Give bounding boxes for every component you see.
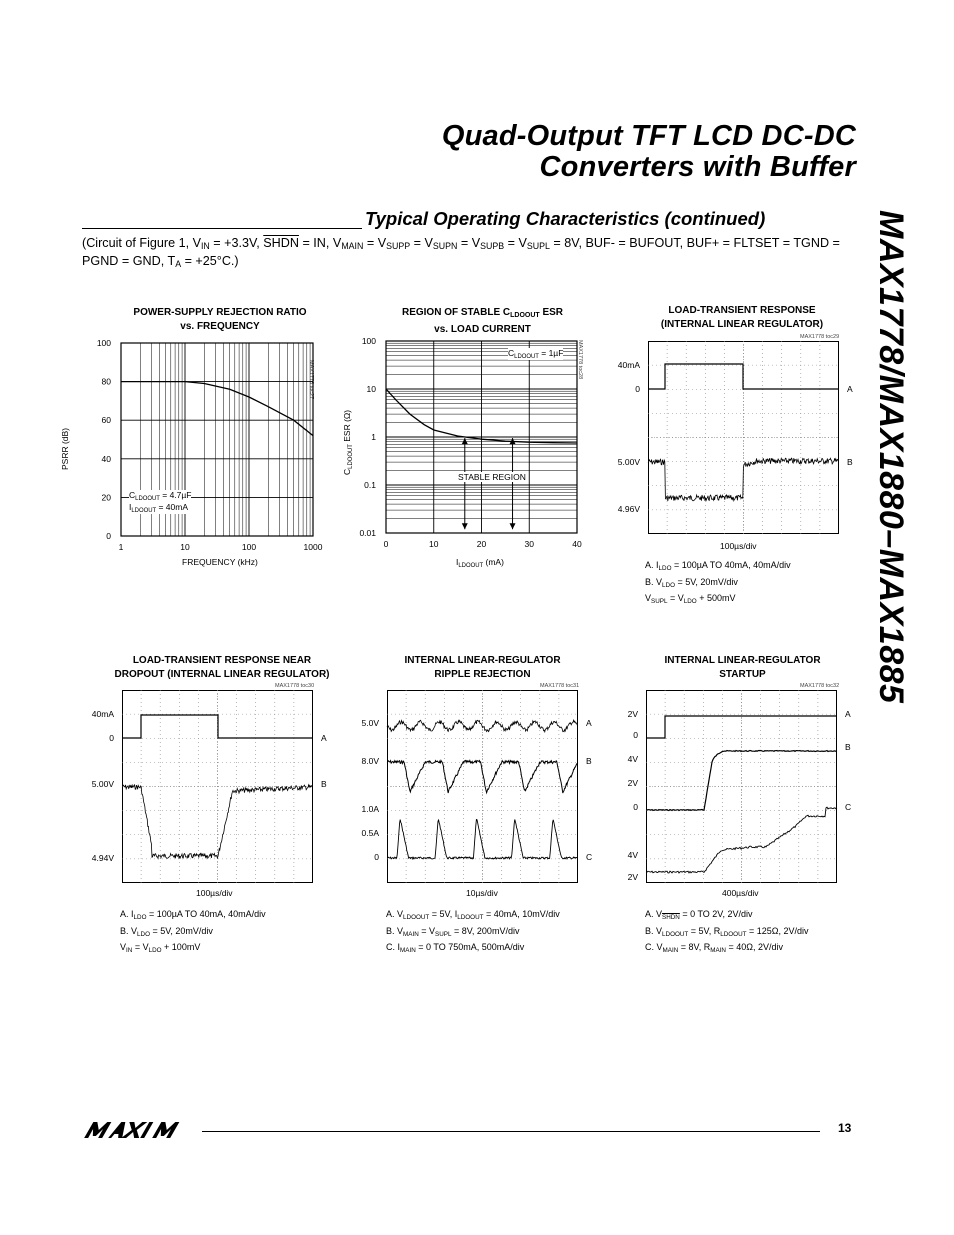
scope-y-label: 4V: [627, 754, 638, 764]
y-tick-label: 60: [101, 415, 111, 426]
page-title-line1: Quad-Output TFT LCD DC-DC: [441, 120, 856, 152]
trace-label: B: [845, 742, 851, 752]
y-tick-label: 20: [101, 492, 111, 503]
chart2-annotation-stable: STABLE REGION: [458, 472, 526, 482]
trace-label: A: [847, 384, 853, 394]
chart5-code: MAX1778 toc31: [540, 683, 580, 689]
chart4-title: LOAD-TRANSIENT RESPONSE NEAR DROPOUT (INTERNAL LINEAR REGULATOR): [114, 655, 330, 680]
scope-y-label: 1.0A: [361, 804, 379, 814]
scope-y-label: 2V: [627, 709, 638, 719]
chart4-caption: A. $I_{LDO} = 100\mu A$ TO 40mA, 40mA/div B. $V_{LDO} = 5V$, 20mV/div $V_{IN} = V_{LDO} + 100mV$: [120, 909, 266, 954]
page-number: 13: [838, 1121, 852, 1135]
chart6-code: MAX1778 toc32: [800, 683, 840, 689]
chart1-annotation: $C_{LDOOUT} = 4.7\mu F$ $I_{LDOOUT} = 40mA$: [129, 490, 192, 514]
chart6-xlabel: 400µs/div: [722, 888, 759, 898]
scope-y-label: 0: [635, 384, 640, 394]
scope-y-label: 0.5A: [361, 828, 379, 838]
scope-trace: [648, 364, 839, 389]
chart4-code: MAX1778 toc30: [275, 683, 315, 689]
chart1-title: POWER-SUPPLY REJECTION RATIO vs. FREQUENCY: [133, 307, 307, 332]
scope-svg: [361, 690, 593, 883]
chart6-title: INTERNAL LINEAR-REGULATOR STARTUP: [664, 655, 821, 680]
y-tick-label: 0.1: [364, 480, 376, 490]
trace-label: B: [847, 457, 853, 467]
scope-y-label: 8.0V: [361, 756, 379, 766]
y-tick-label: 0: [106, 531, 111, 541]
section-title: Typical Operating Characteristics (continued): [365, 208, 766, 229]
chart1-ylabel: PSRR (dB): [60, 427, 70, 470]
chart1-code: MAX1778 toc27: [308, 360, 314, 400]
chart3-caption: A. $I_{LDO} = 100\mu A$ TO 40mA, 40mA/div B. $V_{LDO} = 5V$, 20mV/div $V_{SUPL} = V_{LDO} + 500mV$: [645, 560, 791, 605]
chart2-annotation-cap: $C_{LDOOUT} = 1\mu F$: [508, 348, 564, 360]
trace-label: C: [845, 802, 852, 812]
conditions-text: (Circuit of Figure 1, $V_{IN} = +3.3V$, SHDN = IN, $V_{MAIN} = V_{SUPP} = V_{SUPN} = V_{SUPB} = V_{SUPL} = 8V$, BUF- = BUFOUT, BUF+ = FLTSET = TGND = PGND = GND, $T_A = +25^\circ C$.): [82, 236, 840, 269]
scope-y-label: 0: [633, 802, 638, 812]
trace-label: A: [845, 709, 851, 719]
chart3-xlabel: 100µs/div: [720, 541, 757, 551]
chart5-caption: A. $V_{LDOOUT} = 5V$, $I_{LDOOUT} = 40mA$, 10mV/div B. $V_{MAIN} = V_{SUPL} = 8V$, 200mV/div C. $I_{MAIN} = 0$ TO 750mA, 500mA/div: [386, 909, 560, 954]
scope-trace: [122, 715, 313, 738]
arrow-head: [510, 523, 516, 529]
scope-y-label: 40mA: [91, 709, 114, 719]
section-rule: [82, 228, 362, 229]
y-tick-label: 80: [101, 376, 111, 387]
scope-y-label: 40mA: [617, 360, 640, 370]
chart5-xlabel: 10µs/div: [466, 888, 498, 898]
chart2-xlabel: $I_{LDOOUT}$ (mA): [456, 557, 504, 569]
trace-label: C: [586, 852, 593, 862]
chart5-title: INTERNAL LINEAR-REGULATOR RIPPLE REJECTION: [404, 655, 561, 680]
x-tick-label: 0: [383, 539, 389, 549]
footer-rule: [202, 1131, 820, 1132]
scope-svg: [617, 341, 853, 534]
y-tick-label: 0.01: [359, 528, 376, 538]
scope-svg: [627, 690, 852, 883]
chart6-scope: [627, 690, 852, 883]
trace-label: A: [321, 733, 327, 743]
chart3-code: MAX1778 toc29: [800, 334, 840, 340]
chart5-scope: [361, 690, 593, 883]
chart3-title: LOAD-TRANSIENT RESPONSE (INTERNAL LINEAR REGULATOR): [660, 305, 824, 330]
chart2-code: MAX1778 toc28: [577, 340, 583, 380]
chart3-scope: [617, 341, 853, 534]
side-part-number: MAX1778/MAX1880–MAX1885: [872, 210, 910, 704]
chart2-ylabel: $C_{LDOOUT}$ ESR (Ω): [342, 409, 354, 475]
scope-y-label: 4.94V: [91, 853, 114, 863]
trace-label: A: [586, 718, 592, 728]
scope-y-label: 4.96V: [617, 504, 640, 514]
chart1-xlabel: FREQUENCY (kHz): [182, 557, 258, 567]
scope-y-label: 5.0V: [361, 718, 379, 728]
x-tick-label: 20: [476, 539, 487, 549]
scope-y-label: 4V: [627, 850, 638, 860]
arrow-head: [462, 523, 468, 529]
x-tick-label: 100: [241, 542, 257, 552]
scope-y-label: 0: [374, 852, 379, 862]
y-tick-label: 1: [371, 432, 376, 442]
y-tick-label: 10: [366, 384, 376, 394]
y-tick-label: 100: [96, 338, 111, 348]
page-title-line2: Converters with Buffer: [539, 151, 856, 183]
y-tick-label: 40: [101, 453, 111, 464]
chart4-xlabel: 100µs/div: [196, 888, 233, 898]
trace-label: B: [586, 756, 592, 766]
chart2-title: REGION OF STABLE $C_{LDOOUT}$ ESR vs. LOAD CURRENT: [401, 307, 564, 335]
x-tick-label: 40: [572, 539, 582, 549]
maxim-logo: [82, 1120, 192, 1140]
scope-y-label: 5.00V: [617, 457, 640, 467]
chart4-scope: [91, 690, 327, 883]
scope-y-label: 5.00V: [91, 779, 114, 789]
x-tick-label: 1: [118, 542, 124, 552]
x-tick-label: 1000: [303, 542, 323, 552]
chart6-caption: A. $V_{SHDN} = 0$ TO 2V, 2V/div B. $V_{LDOOUT} = 5V$, $R_{LDOOUT} = 125\Omega$, 2V/div C. $V_{MAIN} = 8V$, $R_{MAIN} = 40\Omega$, 2V/div: [645, 909, 809, 954]
scope-y-label: 2V: [627, 778, 638, 788]
scope-svg: [91, 690, 327, 883]
trace-label: B: [321, 779, 327, 789]
scope-y-label: 0: [633, 730, 638, 740]
x-tick-label: 10: [429, 539, 439, 549]
x-tick-label: 30: [524, 539, 534, 549]
psrr-line: [121, 382, 313, 436]
x-tick-label: 10: [180, 542, 190, 552]
y-tick-label: 100: [361, 336, 376, 346]
scope-y-label: 0: [109, 733, 114, 743]
scope-y-label: 2V: [627, 872, 638, 882]
